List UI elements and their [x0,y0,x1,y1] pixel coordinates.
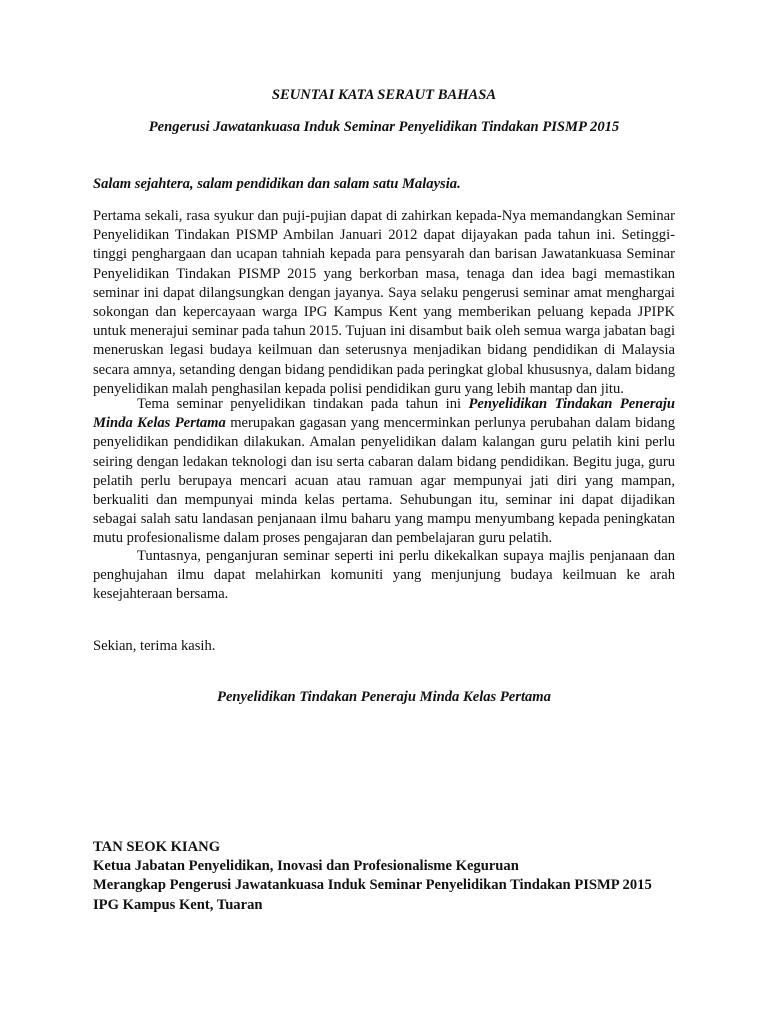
document-subtitle: Pengerusi Jawatankuasa Induk Seminar Penyelidikan Tindakan PISMP 2015 [148,119,620,135]
paragraph-2-intro: Tema seminar penyelidikan tindakan pada tahun ini [137,396,469,412]
salutation: Salam sejahtera, salam pendidikan dan salam satu Malaysia. [93,176,461,192]
signature-block [93,838,713,915]
document-title: SEUNTAI KATA SERAUT BAHASA [271,87,497,103]
signatory-position: Ketua Jabatan Penyelidikan, Inovasi dan Profesionalisme Keguruan [93,858,519,875]
paragraph-3: Tuntasnya, penganjuran seminar seperti ini perlu dikekalkan supaya majlis penjanaan dan penghujahan ilmu dapat melahirkan komuniti yang menjunjung budaya keilmuan ke arah kesejahteraan bersama. [93,548,675,603]
seminar-theme: Penyelidikan Tindakan Peneraju Minda Kelas Pertama [93,396,675,432]
paragraph-2-rest: merupakan gagasan yang mencerminkan perlunya perubahan dalam bidang penyelidikan pendidikan dilakukan. Amalan penyelidikan dalam kalangan guru pelatih kini perlu seiring dengan ledakan teknologi dan isu serta cabaran dalam bidang pendidikan. Begitu juga, guru pelatih perlu berupaya mencari acuan atau ramuan agar mempunyai jati diri yang mampan, berkualiti dan mempunyai minda kelas pertama. Sehubungan itu, seminar ini dapat dijadikan sebagai salah satu landasan penjanaan ilmu baharu yang mampu menyumbang kepada peningkatan mutu profesionalisme dalam proses pengajaran dan pembelajaran guru pelatih. [93,415,675,547]
paragraph-2 [93,395,675,549]
seminar-motto: Penyelidikan Tindakan Peneraju Minda Kelas Pertama [217,689,551,705]
signatory-location: IPG Kampus Kent, Tuaran [93,896,263,913]
signatory-name: TAN SEOK KIANG [93,839,221,855]
closing-remark: Sekian, terima kasih. [93,638,216,654]
signatory-role: Merangkap Pengerusi Jawatankuasa Induk Seminar Penyelidikan Tindakan PISMP 2015 [93,877,652,894]
paragraph-1: Pertama sekali, rasa syukur dan puji-pujian dapat di zahirkan kepada-Nya memandangkan Seminar Penyelidikan Tindakan PISMP Ambilan Januari 2012 dapat dijayakan pada tahun ini. Setinggi-tinggi penghargaan dan ucapan tahniah kepada para pensyarah dan barisan Jawatankuasa Seminar Penyelidikan Tindakan PISMP 2015 yang berkorban masa, tenaga dan idea bagi memastikan seminar ini dapat dilangsungkan dengan jayanya. Saya selaku pengerusi seminar amat menghargai sokongan dan kepercayaan warga IPG Kampus Kent yang memberikan peluang kepada JPIPK untuk menerajui seminar pada tahun 2015. Tujuan ini disambut baik oleh semua warga jabatan bagi meneruskan legasi budaya keilmuan dan seterusnya menjadikan bidang pendidikan di Malaysia secara amnya, setanding dengan bidang pendidikan pada peringkat global khususnya, dalam bidang penyelidikan malah penghasilan kepada polisi pendidikan guru yang lebih mantap dan jitu. [93,208,675,397]
